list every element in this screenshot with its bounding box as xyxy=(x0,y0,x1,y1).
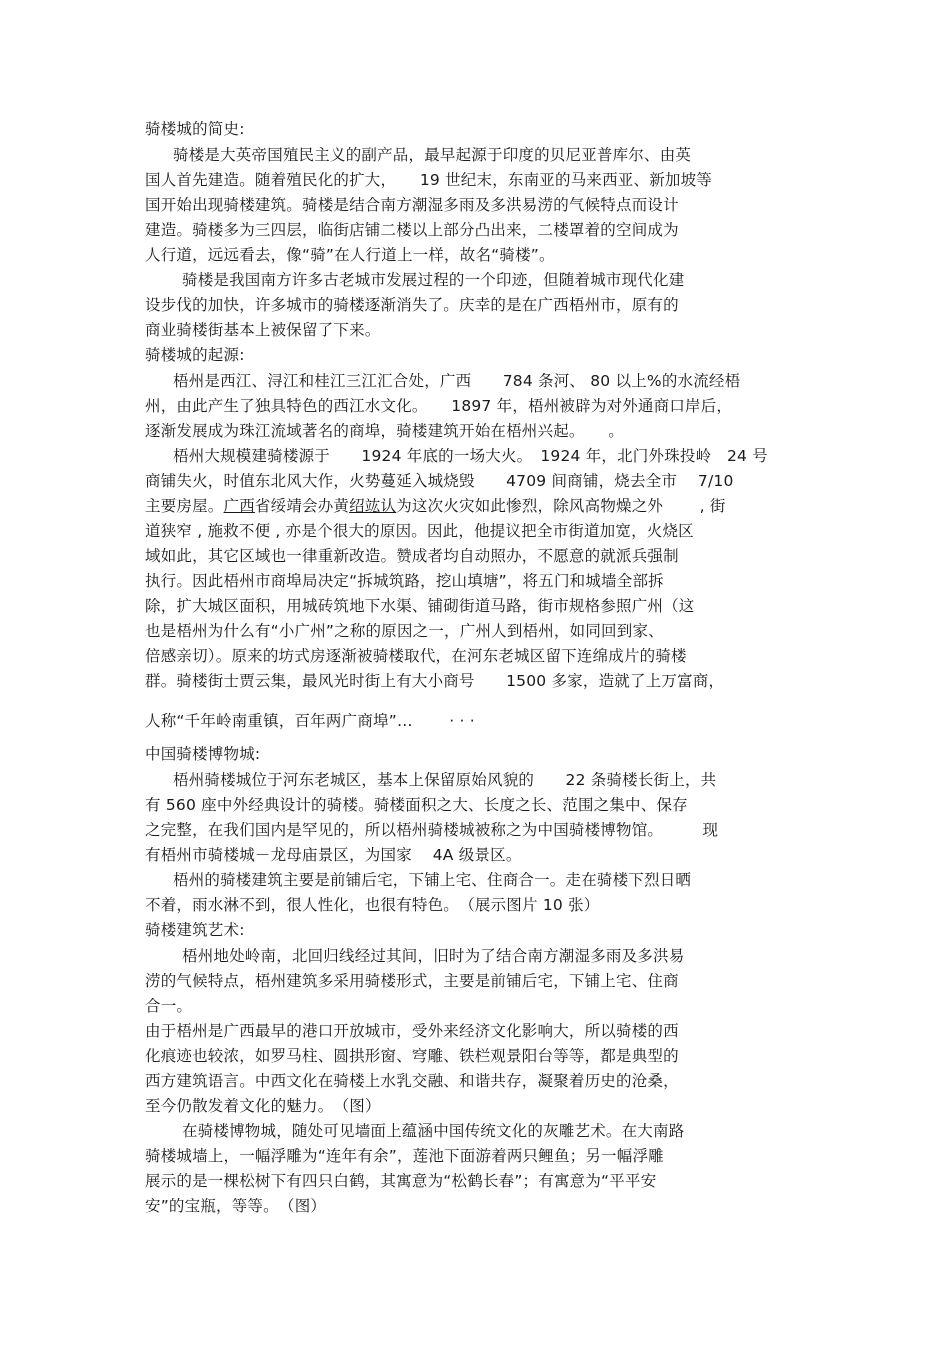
paragraph-line: 设步伐的加快，许多城市的骑楼逐渐消失了。庆幸的是在广西梧州市，原有的 xyxy=(145,296,679,314)
paragraph-line: 域如此，其它区域也一律重新改造。赞成者均自动照办，不愿意的就派兵强制 xyxy=(145,547,679,565)
paragraph-line: 道狭窄 , 施救不便 , 亦是个很大的原因。因此，他提议把全市街道加宽，火烧区 xyxy=(145,522,694,540)
paragraph-line: 国开始出现骑楼建筑。骑楼是结合南方潮湿多雨及多洪易涝的气候特点而设计 xyxy=(145,196,679,214)
text-run: 为这次火灾如此惨烈，除风高物燥之外 , 街 xyxy=(396,497,726,515)
paragraph-line: 国人首先建造。随着殖民化的扩大， 19 世纪末，东南亚的马来西亚、新加坡等 xyxy=(145,171,713,189)
paragraph-line: 涝的气候特点，梧州建筑多采用骑楼形式，主要是前铺后宅，下铺上宅、住商 xyxy=(145,972,679,990)
paragraph-line: 人行道，远远看去，像“骑”在人行道上一样，故名“骑楼”。 xyxy=(145,246,555,264)
paragraph-line: 执行。因此梧州市商埠局决定“拆城筑路，挖山填塘”，将五门和城墙全部拆 xyxy=(145,572,664,590)
paragraph-line: 梧州是西江、浔江和桂江三江汇合处，广西 784 条河、 80 以上%的水流经梧 xyxy=(173,372,741,390)
paragraph-line: 骑楼城墙上，一幅浮雕为“连年有余”，莲池下面游着两只鲤鱼；另一幅浮雕 xyxy=(145,1147,664,1165)
paragraph-line: 除，扩大城区面积，用城砖筑地下水渠、铺砌街道马路，街市规格参照广州（这 xyxy=(145,597,695,615)
paragraph-line: 有梧州市骑楼城－龙母庙景区，为国家 4A 级景区。 xyxy=(145,846,522,864)
paragraph-line: 逐渐发展成为珠江流域著名的商埠，骑楼建筑开始在梧州兴起。 。 xyxy=(145,422,624,440)
paragraph-line: 梧州大规模建骑楼源于 1924 年底的一场大火。 1924 年，北门外珠投岭 24 号 xyxy=(173,447,768,465)
paragraph-line: 梧州的骑楼建筑主要是前铺后宅，下铺上宅、住商合一。走在骑楼下烈日晒 xyxy=(173,871,692,889)
paragraph-line: 之完整，在我们国内是罕见的，所以梧州骑楼城被称之为中国骑楼博物馆。 现 xyxy=(145,821,719,839)
paragraph-line: 至今仍散发着文化的魅力。 （图） xyxy=(145,1097,381,1115)
underlined-text: 广西 xyxy=(223,497,255,515)
heading-museum-city: 中国骑楼博物城: xyxy=(145,745,261,763)
paragraph-line: 骑楼是大英帝国殖民主义的副产品，最早起源于印度的贝尼亚普库尔、由英 xyxy=(173,146,692,164)
paragraph-line: 梧州骑楼城位于河东老城区，基本上保留原始风貌的 22 条骑楼长街上，共 xyxy=(173,771,717,789)
text-run: 省绥靖会办黄 xyxy=(254,497,350,515)
paragraph-line: 安”的宝瓶，等等。 （图） xyxy=(145,1197,327,1215)
paragraph-line: 不着，雨水淋不到，很人性化，也很有特色。 （展示图片 10 张） xyxy=(145,896,600,914)
text-run: 主要房屋。 xyxy=(145,497,224,515)
paragraph-line: 商铺失火，时值东北风大作，火势蔓延入城烧毁 4709 间商铺，烧去全市 7/10 xyxy=(145,472,734,490)
paragraph-line: 合一。 xyxy=(145,997,193,1015)
paragraph-line: 在骑楼博物城，随处可见墙面上蕴涵中国传统文化的灰雕艺术。在大南路 xyxy=(182,1122,685,1140)
paragraph-line: 由于梧州是广西最早的港口开放城市，受外来经济文化影响大，所以骑楼的西 xyxy=(145,1022,679,1040)
underlined-text: 绍竑认 xyxy=(349,497,397,515)
paragraph-line: 有 560 座中外经典设计的骑楼。骑楼面积之大、长度之长、范围之集中、保存 xyxy=(145,796,688,814)
paragraph-line: 商业骑楼街基本上被保留了下来。 xyxy=(145,321,381,339)
heading-origin: 骑楼城的起源: xyxy=(145,346,245,364)
paragraph-line: 也是梧州为什么有“小广州”之称的原因之一，广州人到梧州，如同回到家、 xyxy=(145,622,664,640)
paragraph-line: 倍感亲切）。原来的坊式房逐渐被骑楼取代，在河东老城区留下连绵成片的骑楼 xyxy=(145,647,687,665)
paragraph-line: 化痕迹也较浓，如罗马柱、圆拱形窗、穹雕、铁栏观景阳台等等，都是典型的 xyxy=(145,1047,679,1065)
paragraph-line: 州，由此产生了独具特色的西江水文化。 1897 年，梧州被辟为对外通商口岸后， xyxy=(145,397,733,415)
paragraph-line: 人称“千年岭南重镇，百年两广商埠”… · · · xyxy=(145,712,475,730)
paragraph-line: 骑楼是我国南方许多古老城市发展过程的一个印迹，但随着城市现代化建 xyxy=(182,271,685,289)
paragraph-line: 展示的是一棵松树下有四只白鹤，其寓意为“松鹤长春”；有寓意为“平平安 xyxy=(145,1172,657,1190)
paragraph-line xyxy=(145,496,726,516)
paragraph-line: 群。骑楼街士贾云集，最风光时街上有大小商号 1500 多家，造就了上万富商， xyxy=(145,672,725,690)
paragraph-line: 西方建筑语言。中西文化在骑楼上水乳交融、和谐共存，凝聚着历史的沧桑， xyxy=(145,1072,679,1090)
heading-architecture-art: 骑楼建筑艺术: xyxy=(145,921,245,939)
heading-brief-history: 骑楼城的简史: xyxy=(145,120,245,138)
paragraph-line: 梧州地处岭南，北回归线经过其间，旧时为了结合南方潮湿多雨及多洪易 xyxy=(182,947,685,965)
paragraph-line: 建造。骑楼多为三四层，临街店铺二楼以上部分凸出来，二楼罩着的空间成为 xyxy=(145,221,679,239)
